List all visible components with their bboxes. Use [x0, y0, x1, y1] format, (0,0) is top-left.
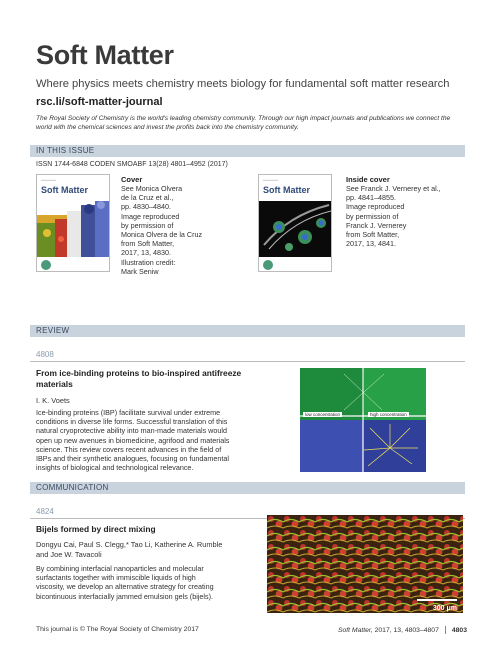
abstract-line: IBPs and their synthetic analogues, focusing on fundamental: [36, 454, 229, 464]
scale-bar-label: 300 μm: [432, 605, 457, 612]
label-high-concentration: high concentration: [370, 412, 407, 417]
review-authors: I. K. Voets: [36, 396, 70, 405]
caption-line: Image reproduced: [121, 211, 180, 221]
caption-line: See Franck J. Vernerey et al.,: [346, 184, 441, 193]
abstract-line: bicontinuous interfacially jammed emulsion gels (bijels).: [36, 591, 213, 601]
caption-line: Mark Seniw: [121, 266, 159, 276]
caption-line: by permission of: [346, 211, 399, 221]
issn-line: ISSN 1744-6848 CODEN SMOABF 13(28) 4801–4952 (2017): [36, 161, 228, 168]
footer-volume: 2017, 13, 4803–4807: [374, 626, 439, 634]
caption-line: See Monica Olvera: [121, 184, 183, 193]
inside-cover-artwork: [259, 175, 332, 272]
caption-line: from Soft Matter,: [346, 230, 400, 240]
caption-line: 2017, 13, 4830.: [121, 248, 171, 258]
caption-line: from Soft Matter,: [121, 239, 175, 249]
title-line: From ice-binding proteins to bio-inspired antifreeze: [36, 368, 242, 378]
cover-heading: Cover: [121, 175, 143, 184]
cover-image: [36, 174, 110, 272]
cover-thumb-title: Soft Matter: [41, 185, 88, 195]
journal-title: Soft Matter: [36, 40, 174, 70]
abstract-line: insights of biological and technological relevance.: [36, 463, 194, 473]
inside-cover-caption-lines: [346, 184, 471, 248]
author-line: and Joe W. Tavacoli: [36, 549, 102, 559]
abstract-line: natural cryoprotective ability into man-made materials would: [36, 426, 227, 436]
cover-masthead-stripe: ━━━━━━━━━━: [41, 179, 57, 182]
footer-journal: Soft Matter,: [337, 626, 373, 634]
rsc-blurb: The Royal Society of Chemistry is the world's leading chemistry community. Through our high impact journals and publications we connect the world with the chemical sciences and invest the profits back into the chemistry community.: [36, 115, 451, 131]
section-bar-review: REVIEW: [30, 325, 465, 337]
section-bar-communication: COMMUNICATION: [30, 482, 465, 494]
caption-line: pp. 4830–4840.: [121, 202, 171, 212]
communication-abstract: [36, 564, 214, 601]
inside-cover-masthead-stripe: ━━━━━━━━━━: [263, 179, 279, 182]
inside-cover-caption: [346, 175, 471, 248]
footer-page-number: 4803: [451, 626, 467, 634]
section-bar-in-this-issue: IN THIS ISSUE: [30, 145, 465, 157]
caption-line: by permission of: [121, 220, 174, 230]
caption-line: de la Cruz et al.,: [121, 193, 174, 203]
caption-line: pp. 4841–4855.: [346, 193, 396, 203]
cover-artwork: [37, 175, 110, 272]
abstract-line: By combining interfacial nanoparticles and molecular: [36, 564, 204, 573]
cover-caption-lines: [121, 184, 251, 276]
caption-line: Illustration credit:: [121, 257, 176, 267]
inside-cover-thumb-title: Soft Matter: [263, 185, 310, 195]
ice-crystal-figure: [300, 368, 426, 472]
communication-article-title[interactable]: Bijels formed by direct mixing: [36, 524, 156, 534]
abstract-line: science. This review covers recent advances in the field of: [36, 444, 222, 454]
bijel-micrograph: [267, 515, 463, 613]
communication-figure: [267, 515, 463, 613]
review-figure: [300, 368, 426, 472]
caption-line: 2017, 13, 4841.: [346, 239, 396, 249]
abstract-line: conditions in diverse life forms. Successful translation of this: [36, 417, 228, 427]
journal-url[interactable]: rsc.li/soft-matter-journal: [36, 96, 163, 108]
cover-caption: [121, 175, 251, 276]
caption-line: Franck J. Vernerey: [346, 220, 407, 230]
communication-page-number: 4824: [36, 507, 54, 516]
footer-separator: [445, 626, 446, 634]
caption-line: Image reproduced: [346, 202, 405, 212]
label-low-concentration: low concentration: [305, 412, 341, 417]
journal-tagline: Where physics meets chemistry meets biology for fundamental soft matter research: [36, 78, 450, 90]
review-rule: [30, 361, 465, 362]
review-article-title[interactable]: [36, 368, 241, 390]
inside-cover-heading: Inside cover: [346, 175, 390, 184]
review-page-number: 4808: [36, 350, 54, 359]
footer-citation: [338, 626, 467, 634]
title-line: materials: [36, 379, 73, 389]
communication-authors: [36, 540, 222, 559]
inside-cover-image: [258, 174, 332, 272]
abstract-line: open up new avenues in biomedicine, agrifood and materials: [36, 435, 230, 445]
caption-line: Monica Olvera de la Cruz: [121, 230, 203, 240]
footer-copyright: This journal is © The Royal Society of Chemistry 2017: [36, 626, 199, 633]
abstract-line: viscosity, we develop an alternative strategy for creating: [36, 582, 214, 592]
abstract-line: Ice-binding proteins (IBP) facilitate survival under extreme: [36, 408, 221, 417]
author-line: Dongyu Cai, Paul S. Clegg,* Tao Li, Katherine A. Rumble: [36, 540, 223, 549]
abstract-line: surfactants together with immiscible liquids of high: [36, 573, 196, 583]
review-abstract: [36, 408, 229, 472]
